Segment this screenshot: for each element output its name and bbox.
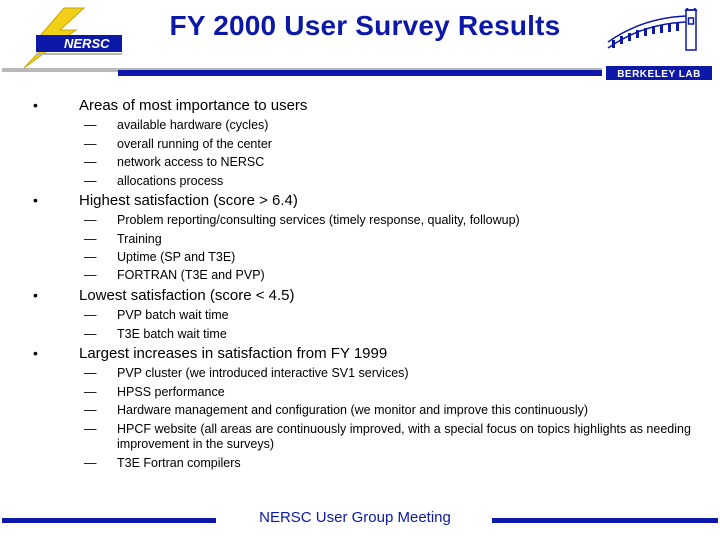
list-item-text: HPCF website (all areas are continuously improved, with a special focus on topics highlights as needing improvement in the surveys): [117, 422, 691, 451]
list-item-text: Uptime (SP and T3E): [117, 250, 236, 264]
list-item-text: Problem reporting/consulting services (timely response, quality, followup): [117, 213, 520, 227]
dash-icon: —: [84, 118, 97, 132]
nersc-logo: [6, 6, 126, 72]
nersc-logo-text: NERSC: [64, 36, 110, 51]
section-heading: Largest increases in satisfaction from FY 1999: [79, 345, 388, 362]
dash-icon: —: [84, 456, 97, 470]
dash-icon: —: [84, 308, 97, 322]
berkeley-lab-text: BERKELEY LAB: [617, 69, 701, 80]
bullet-icon: •: [33, 345, 38, 361]
list-item-text: FORTRAN (T3E and PVP): [117, 268, 265, 282]
dash-icon: —: [84, 232, 97, 246]
dash-icon: —: [84, 137, 97, 151]
bullet-icon: •: [33, 97, 38, 113]
berkeley-lab-logo: [602, 8, 716, 82]
dash-icon: —: [84, 327, 97, 341]
list-item-text: T3E Fortran compilers: [117, 456, 241, 470]
list-item-text: HPSS performance: [117, 385, 225, 399]
section-heading: Highest satisfaction (score > 6.4): [79, 192, 298, 209]
bullet-icon: •: [33, 192, 38, 208]
dash-icon: —: [84, 366, 97, 380]
dash-icon: —: [84, 174, 97, 188]
dash-icon: —: [84, 250, 97, 264]
bullet-icon: •: [33, 287, 38, 303]
dash-icon: —: [84, 213, 97, 227]
list-item-text: Training: [117, 232, 162, 246]
header-rule-blue: [118, 70, 602, 76]
dash-icon: —: [84, 422, 97, 436]
footer-rule-left: [2, 518, 216, 523]
dash-icon: —: [84, 403, 97, 417]
list-item-text: overall running of the center: [117, 137, 272, 151]
list-item-text: T3E batch wait time: [117, 327, 227, 341]
list-item-text: available hardware (cycles): [117, 118, 269, 132]
dash-icon: —: [84, 385, 97, 399]
section-heading: Lowest satisfaction (score < 4.5): [79, 287, 295, 304]
list-item-text: PVP batch wait time: [117, 308, 229, 322]
list-item-text: Hardware management and configuration (we monitor and improve this continuously): [117, 403, 589, 417]
list-item-text: network access to NERSC: [117, 155, 265, 169]
footer-text: NERSC User Group Meeting: [259, 509, 451, 526]
list-item-text: PVP cluster (we introduced interactive SV1 services): [117, 366, 409, 380]
section-heading: Areas of most importance to users: [79, 97, 308, 114]
list-item-text: allocations process: [117, 174, 224, 188]
dash-icon: —: [84, 155, 97, 169]
dash-icon: —: [84, 268, 97, 282]
footer-rule-right: [492, 518, 718, 523]
page-title: FY 2000 User Survey Results: [169, 10, 561, 41]
berkeley-lab-ticks: [612, 23, 679, 48]
